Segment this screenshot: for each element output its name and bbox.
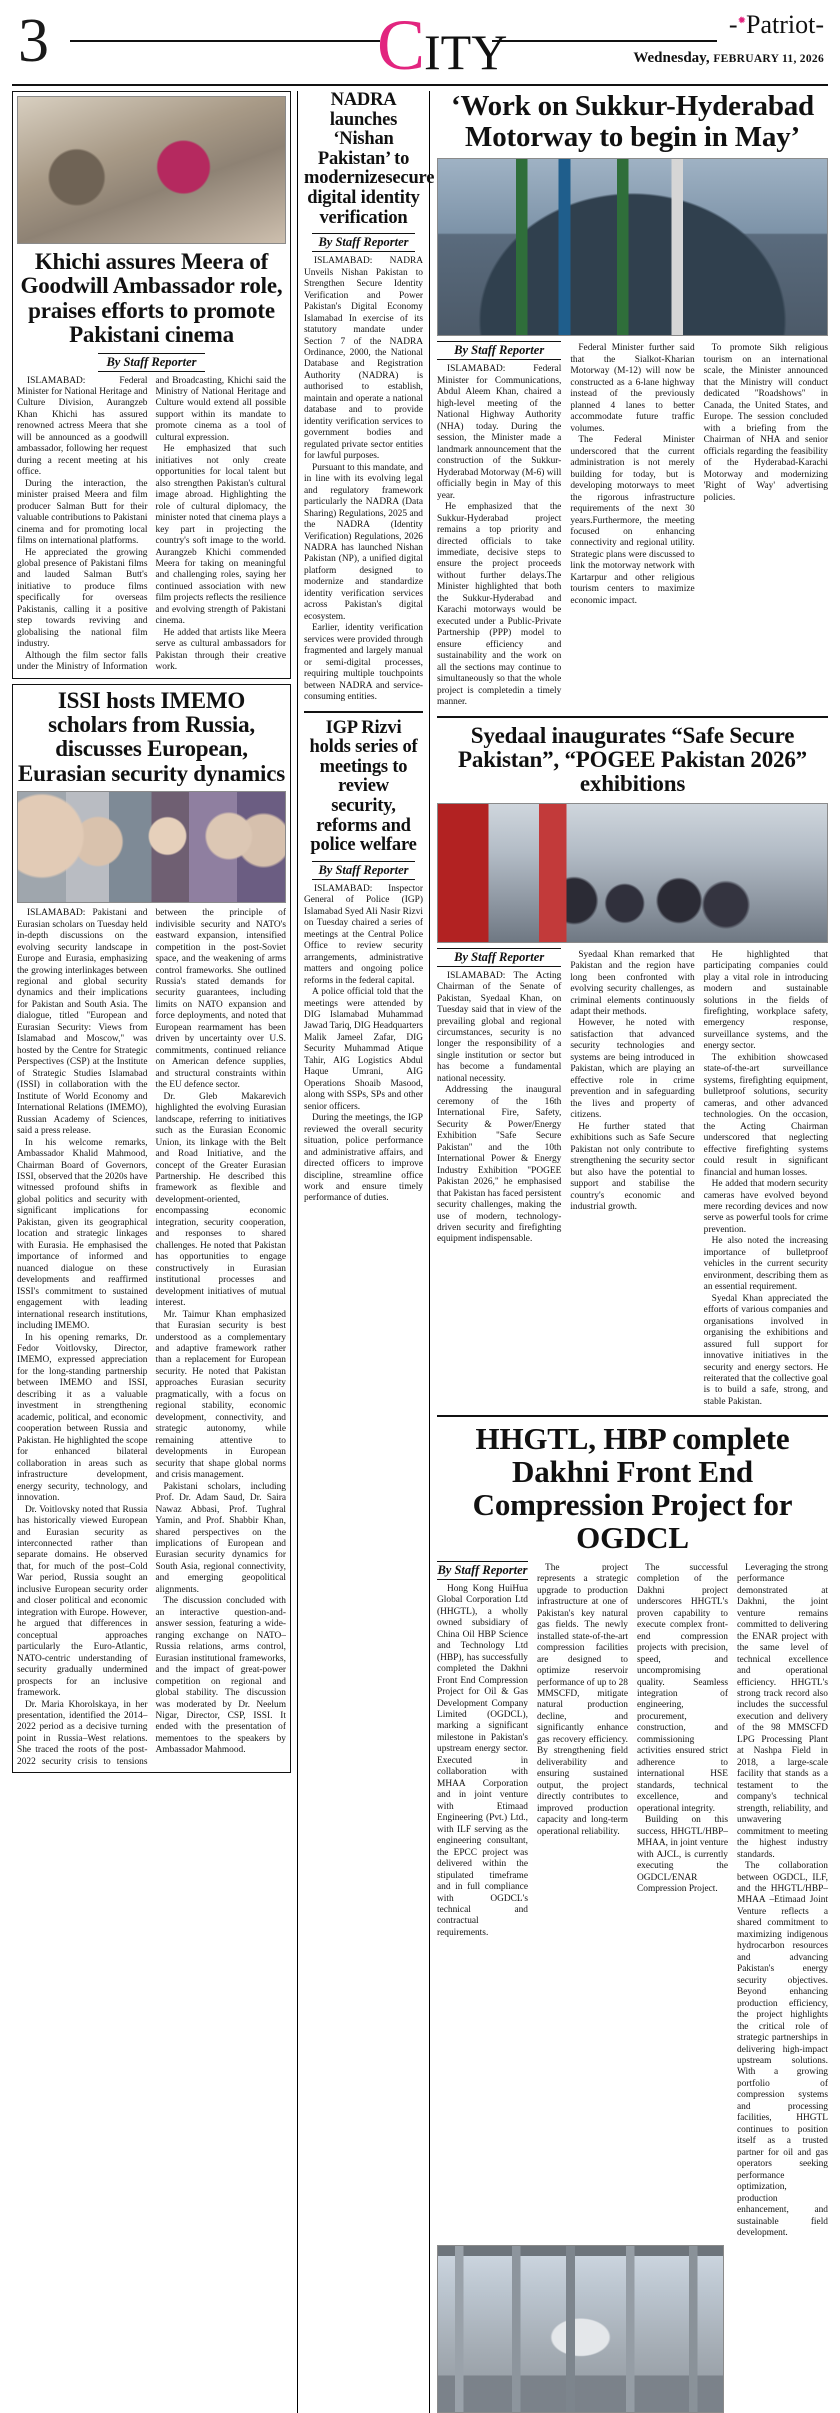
article-syedaal bbox=[437, 724, 828, 1409]
motorway-body bbox=[437, 341, 828, 708]
section-title-rest: ITY bbox=[424, 24, 508, 80]
paragraph: The exhibition showcased state-of-the-art surveillance systems, firefighting equipment, bulletproof solutions, security cameras, and other advanced technologies. On the occasion, the Acting Chairman underscored that neglecting effective firefighting systems could result in significant financial and human losses. bbox=[703, 1052, 828, 1178]
paragraph: ISLAMABAD: The Acting Chairman of the Senate of Pakistan, Syedaal Khan, on Tuesday said that in view of the prevailing global and regional circumstances, security is no longer the responsibility of a single institution or sector but has become a fundamental national necessity. bbox=[437, 970, 562, 1084]
date-day: Wednesday, bbox=[633, 50, 710, 66]
brand-dash-right: - bbox=[815, 10, 824, 39]
masthead-rule-left bbox=[70, 40, 380, 42]
paragraph: He highlighted that participating companies could play a vital role in introducing modern and sustainable solutions in the fields of firefighting, workplace safety, emergency response, surveillance systems, and the energy sector. bbox=[703, 949, 828, 1052]
paragraph: Dr. Maria Khorolskaya, in her presentation, identified the 2014–2022 period as a decisive turning point in Russia–West relations. She traced the roots of the post-2022 security crisis to tensions between the principle of indivisible security and NATO's eastward expansion, intensified competition in the post-Soviet space, and the weakening of arms control frameworks. She outlined Russia's stated demands for security guarantees, including limits on NATO expansion and force deployments, and noted that European rearmament has been driven by uncertainty over U.S. commitments, continued reliance on American defence supplies, and structural constraints within the EU defence sector. bbox=[17, 908, 286, 1767]
paragraph: He added that artists like Meera serve as cultural ambassadors for Pakistan through their creative work. bbox=[155, 627, 286, 673]
article-hhgtl bbox=[437, 1423, 828, 2412]
brand-text: Patriot bbox=[745, 10, 816, 39]
paragraph: ISLAMABAD: Federal Minister for Communications, Abdul Aleem Khan, chaired a high-level meeting of the National Highway Authority (NHA) today. During the session, the Minister made a landmark announcement that the construction of the Sukkur-Hyderabad Motorway (M-6) will officially begin in May of this year. bbox=[437, 364, 562, 501]
bottom-section-divider bbox=[437, 1415, 828, 1417]
paragraph: Building on this success, HHGTL/HBP–MHAA, in joint venture with AJCL, is currently executing the OGDCL/ENAR Compression Project. bbox=[637, 1815, 728, 1894]
khichi-body bbox=[17, 376, 286, 674]
paragraph: Mr. Taimur Khan emphasized that Eurasian security is best understood as a complementary and adaptive framework rather than a replacement for European security. He noted that Pakistan approaches Eurasian security pragmatically, with a focus on regional stability, economic development, connectivity, and strategic autonomy, while remaining attentive to developments in European security that shape global norms and crisis management. bbox=[155, 1309, 286, 1481]
paragraph: Dr. Voitlovsky noted that Russia has historically viewed European and Eurasian security as interconnected rather than separate domains. He observed that, for much of the post–Cold War period, Russia sought an inclusive European security order and closer political and economic integration with Europe. However, he argued that differences in conceptual approaches particularly the Euro-Atlantic, NATO-centric understanding of security gradually undermined prospects for an inclusive framework. bbox=[17, 1504, 148, 1699]
paragraph: ISLAMABAD: Pakistani and Eurasian scholars on Tuesday held in-depth discussions on the evolving security landscape in Europe and Eurasia, emphasizing the growing interlinkages between regional and global security dynamics and their implications for Pakistan and South Asia. The dialogue, titled "European and Eurasian Security: Views from Islamabad and Moscow," was hosted by the Centre for Strategic Perspectives (CSP) at the Institute of Strategic Studies Islamabad (ISSI) in collaboration with the Institute of World Economy and International Relations (IMEMO), Russian Academy of Sciences, said a press release. bbox=[17, 908, 148, 1137]
motorway-byline: By Staff Reporter bbox=[437, 341, 561, 360]
page-number: 3 bbox=[18, 7, 49, 75]
paragraph: ISLAMABAD: Inspector General of Police (IGP) Islamabad Syed Ali Nasir Rizvi on Tuesday chaired a series of meetings at the Central Police Office to review security arrangements, administrative matters and ongoing police reforms in the federal capital. bbox=[304, 883, 423, 986]
nha-high-level-meeting-photo bbox=[437, 158, 828, 336]
paragraph: In his welcome remarks, Ambassador Khalid Mahmood, Chairman Board of Governors, ISSI, observed that the 2020s have witnessed profound shifts in global politics and security with significant implications for Pakistan, given its geographical location and strategic linkages with Eurasia. He emphasised the importance of informed and nuanced dialogue on these developments and reaffirmed ISSI's commitment to sustained engagement with leading international research institutions, including IMEMO. bbox=[17, 1137, 148, 1332]
igp-byline: By Staff Reporter bbox=[312, 861, 414, 880]
paragraph: The successful completion of the Dakhni project underscores HHGTL's proven capability to execute complex front-end compression projects with precision, speed, and uncompromising quality. Seamless integration of engineering, procurement, construction, and commissioning activities ensured strict adherence to international HSE standards, technical excellence, and operational integrity. bbox=[637, 1562, 728, 1814]
top-section-grid bbox=[12, 91, 828, 2413]
paragraph: He added that modern security cameras have evolved beyond mere recording devices and now serve as powerful tools for crime prevention. bbox=[703, 1179, 828, 1235]
hhgtl-headline: HHGTL, HBP complete Dakhni Front End Compression Project for OGDCL bbox=[472, 1421, 793, 1555]
paragraph: Addressing the inaugural ceremony of the 16th International Fire, Safety, Security & Power/Energy Exhibition "Safe Secure Pakistan" and the 10th International Power & Energy Industry Exhibition "POGEE Pakistan 2026," he emphasised that Pakistan has faced persistent security challenges, making the use of modern, technology-driven security and firefighting equipment indispensable. bbox=[437, 1085, 562, 1245]
masthead bbox=[12, 5, 828, 85]
left-column bbox=[12, 91, 298, 2413]
paragraph: He emphasized that such initiatives not only create opportunities for local talent but also strengthen Pakistan's cultural image abroad. Highlighting the role of cultural diplomacy, the minister noted that cinema plays a key part in projecting the country's soft image to the world. Aurangzeb Khichi commended Meera for taking on meaningful and challenging roles, saying her continued association with new film projects reflects the resilience and evolving strength of Pakistani cinema. bbox=[155, 444, 286, 627]
igp-headline: IGP Rizvi holds series of meetings to review security, reforms and police welfare bbox=[309, 717, 418, 856]
article-motorway bbox=[437, 91, 828, 709]
issi-body bbox=[17, 908, 286, 1768]
paragraph: He further stated that exhibitions such as Safe Secure Pakistan not only contribute to strengthening the security sector but also have the potential to support and stabilise the country's economic and industrial growth. bbox=[570, 1121, 695, 1212]
motorway-headline: ‘Work on Sukkur-Hyderabad Motorway to begin in May’ bbox=[451, 90, 814, 153]
paragraph: ISLAMABAD: NADRA Unveils Nishan Pakistan to Strengthen Secure Identity Verification and Power Pakistan's Digital Economy Islamabad In exercise of its statutory mandate under Section 7 of the NADRA Ordinance, 2000, the National Database and Registration Authority (NADRA) is authorised to establish, maintain and operate a national database and to provide identity verification services to government bodies and regulated private sector entities for lawful purposes. bbox=[304, 256, 423, 462]
paragraph: He also noted the increasing importance of bulletproof vehicles in the current security environment, describing them as an essential requirement. bbox=[703, 1236, 828, 1293]
paragraph: He appreciated the growing global presence of Pakistani films and lauded Salman Butt's initiative to produce films specifically for overseas Pakistanis, calling it a positive step towards reviving and globalising the national film industry. bbox=[17, 547, 148, 650]
section-title-initial: C bbox=[377, 5, 425, 85]
paragraph: ISLAMABAD: Federal Minister for National Heritage and Culture Division, Aurangzeb Khan Khichi has assured renowned actress Meera that she will be announced as a goodwill ambassador, following her request during a recent meeting at his office. bbox=[17, 375, 148, 478]
khichi-headline: Khichi assures Meera of Goodwill Ambassador role, praises efforts to promote Pakistani cinema bbox=[20, 249, 283, 348]
paragraph: The discussion concluded with an interactive question-and-answer session, featuring a wide-ranging exchange on NATO–Russia relations, arms control, Eurasian institutional frameworks, and the impact of great-power competition on regional and global stability. The discussion was moderated by Dr. Neelum Nigar, Director, CSP, ISSI. It ended with the presentation of mementoes to the speakers by Ambassador Mahmood. bbox=[155, 1596, 286, 1756]
paragraph: The Federal Minister underscored that the current administration is not merely building for today, but is developing motorways to meet the rigorous infrastructure requirements of the next 30 years.Furthermore, the meeting focused on enhancing connectivity and regional utility. Strategic plans were discussed to link the motorway network with Kartarpur and other religious tourism centers to maximize economic impact. bbox=[570, 435, 695, 606]
brand-dash-left: - bbox=[728, 10, 738, 39]
paragraph: A police official told that the meetings were attended by DIG Islamabad Muhammad Jawad Tariq, DIG Headquarters Malik Jameel Zafar, DIG Security Muhammad Atique Tahir, AIG Logistics Abdul Haque Umrani, AIG Operations Shoaib Masood, along with SSPs, SPs and other senior officers. bbox=[304, 987, 423, 1112]
hhgtl-body bbox=[437, 1561, 828, 2240]
star-icon: ✹ bbox=[737, 15, 746, 27]
khichi-byline: By Staff Reporter bbox=[98, 353, 206, 372]
paragraph: Hong Kong HuiHua Global Corporation Ltd (HHGTL), a wholly owned subsidiary of China Oil HBP Science and Technology Ltd (HBP), has successfully completed the Dakhni Front End Compression Project for Oil & Gas Development Company Limited (OGDCL), marking a significant milestone in Pakistan's upstream energy sector. Executed in collaboration with MHAA Corporation and in joint venture with Etimaad Engineering (Pvt.) Ltd., with ILF serving as the engineering consultant, the EPCC project was delivered within the stipulated timeframe and in full compliance with OGDCL's technical and contractual requirements. bbox=[437, 1583, 528, 1938]
paragraph: During the meetings, the IGP reviewed the overall security situation, police performance and administrative affairs, and directed officers to improve discipline, streamline office work and ensure timely performance of duties. bbox=[304, 1113, 423, 1204]
nadra-headline: NADRA launches ‘Nishan Pakistan’ to modernizesecure digital identity verification bbox=[304, 90, 435, 228]
article-issi bbox=[12, 684, 291, 1774]
syedaal-headline: Syedaal inaugurates “Safe Secure Pakistan”, “POGEE Pakistan 2026” exhibitions bbox=[458, 722, 807, 797]
hhgtl-byline: By Staff Reporter bbox=[437, 1561, 528, 1580]
paragraph: During the interaction, the minister praised Meera and film producer Salman Butt for their valuable contributions to Pakistani cinema and for promoting local films on international platforms. bbox=[17, 478, 148, 547]
paragraph: The project represents a strategic upgrade to production infrastructure at one of Pakistan's key natural gas fields. The newly installed state-of-the-art compression facilities are designed to optimize reservoir performance of up to 28 MMSCFD, mitigate natural production decline, and significantly enhance gas recovery efficiency. By strengthening field deliverability and ensuring sustained output, the project directly contributes to improved production capacity and long-term operational reliability. bbox=[537, 1562, 628, 1837]
article-nadra bbox=[304, 90, 435, 704]
issi-headline: ISSI hosts IMEMO scholars from Russia, discusses European, Eurasian security dynamics bbox=[18, 687, 285, 786]
paragraph: Syedal Khan appreciated the efforts of various companies and organisations involved in organising the exhibitions and assured full support for innovative initiatives in the security and energy sectors. He reiterated that the collective goal is to build a safe, strong, and stable Pakistan. bbox=[703, 1293, 828, 1407]
paragraph: Syedaal Khan remarked that Pakistan and the region have long been confronted with evolving security challenges, as criminal elements continuously adapt their methods. bbox=[570, 949, 695, 1017]
article-igp bbox=[304, 719, 423, 1205]
ribbon-cutting-exhibition-photo bbox=[437, 803, 828, 943]
paragraph: Although the film sector falls under the Ministry of Information and Broadcasting, Khichi said the Ministry of National Heritage and Culture would extend all possible support within its mandate to promote cinema as a tool of cultural expression. bbox=[17, 375, 286, 673]
right-column bbox=[430, 91, 828, 2413]
middle-column bbox=[298, 90, 435, 2413]
paragraph: Federal Minister further said that the Sialkot-Kharian Motorway (M-12) will now be constructed as a 6-lane highway instead of the previously planned 4 lanes to better accommodate future traffic volumes. bbox=[570, 343, 695, 434]
date-rest: FEBRUARY 11, 2026 bbox=[713, 53, 824, 65]
paragraph: He emphasized that the Sukkur-Hyderabad project remains a top priority and directed officials to take immediate, decisive steps to ensure the project proceeds without further delays.The Minister highlighted that both the Sukkur-Hyderabad and Karachi motorways would be executed under a Public-Private Partnership (PPP) model to ensure efficiency and sustainability and the work on all the sections may continue to simultaneously so that the whole project is completedin a timely manner. bbox=[437, 502, 562, 708]
paragraph: The collaboration between OGDCL, ILF, and the HHGTL/HBP–MHAA –Etimaad Joint Venture reflects a shared commitment to maximizing indigenous hydrocarbon resources and advancing Pakistan's energy security objectives. Beyond enhancing production efficiency, the project highlights the critical role of strategic partnerships in delivering high-impact upstream solutions. With a growing portfolio of compression systems and processing facilities, HHGTL continues to position itself as a trusted partner for oil and gas operators seeking performance optimization, production enhancement, and sustainable field development. bbox=[737, 1861, 828, 2239]
article-khichi bbox=[12, 91, 291, 679]
brand-name bbox=[633, 10, 824, 40]
paragraph: Earlier, identity verification services were provided through fragmented and largely manual or semi-digital processes, requiring multiple touchpoints between NADRA and service-consuming entities. bbox=[304, 623, 423, 703]
paragraph: In his opening remarks, Dr. Fedor Voitlovsky, Director, IMEMO, expressed appreciation for the long-standing partnership between IMEMO and ISSI, describing it as a valuable investment in strengthening academic, political, and economic cooperation between Russia and Pakistan. He highlighted the scope for enhanced bilateral collaboration in areas such as infrastructure development, energy security, technology, and innovation. bbox=[17, 1332, 148, 1504]
nadra-byline: By Staff Reporter bbox=[312, 233, 414, 252]
khichi-meera-meeting-photo bbox=[17, 96, 286, 244]
publication-logo bbox=[633, 10, 824, 67]
paragraph: Dr. Gleb Makarevich highlighted the evolving Eurasian landscape, referring to initiatives such as the Eurasian Economic Union, its linkage with the Belt and Road Initiative, and the concept of the Greater Eurasian Partnership. He described this framework as flexible and development-oriented, encompassing economic integration, security cooperation, and responses to shared challenges. He noted that Pakistan has opportunities to engage constructively in Eurasian institutional processes and development initiatives of mutual interest. bbox=[155, 1091, 286, 1309]
dakhni-compression-plant-photo bbox=[437, 2245, 724, 2413]
publication-date bbox=[633, 50, 824, 67]
section-title bbox=[377, 5, 508, 85]
paragraph: To promote Sikh religious tourism on an international scale, the Minister announced that the Ministry will conduct dedicated "Roadshows" in Canada, the United States, and Europe. The session concluded with a briefing from the Chairman of NHA and senior officials regarding the feasibility of the Hyderabad-Karachi Motorway and modernizing 'Right of Way' advertising policies. bbox=[703, 343, 828, 503]
issi-imemo-video-conference-photo bbox=[17, 791, 286, 903]
paragraph: Leveraging the strong performance demonstrated at Dakhni, the joint venture remains committed to delivering the ENAR project with the same level of technical excellence and operational efficiency. HHGTL's strong track record also includes the successful execution and delivery of the 98 MMSCFD LPG Processing Plant at Nashpa Field in 2018, a large-scale facility that stands as a testament to the company's technical strength, reliability, and unwavering commitment to meeting the highest industry standards. bbox=[737, 1562, 828, 1860]
middle-column-divider bbox=[304, 711, 423, 713]
right-column-divider bbox=[437, 716, 828, 718]
paragraph: Pakistani scholars, including Prof. Dr. Adam Saud, Dr. Saira Nawaz Abbasi, Prof. Tughral Yamin, and Prof. Shabbir Khan, shared perspectives on the implications of European and Eurasian security dynamics for South Asia, regional connectivity, and emerging geopolitical alignments. bbox=[155, 1481, 286, 1595]
syedaal-body bbox=[437, 948, 828, 1409]
paragraph: Pursuant to this mandate, and in line with its evolving legal and regulatory framework particularly the NADRA (Data Sharing) Regulations, 2025 and the NADRA (Identity Verification) Regulations, 2026 NADRA has launched Nishan Pakistan (NP), a unified digital platform designed to modernize and standardize identity verification services across Pakistan's digital ecosystem. bbox=[304, 462, 423, 622]
syedaal-byline: By Staff Reporter bbox=[437, 948, 561, 967]
paragraph: However, he noted with satisfaction that advanced security technologies and systems are being introduced in Pakistan, which are playing an effective role in crime prevention and in safeguarding the lives and property of citizens. bbox=[570, 1018, 695, 1121]
